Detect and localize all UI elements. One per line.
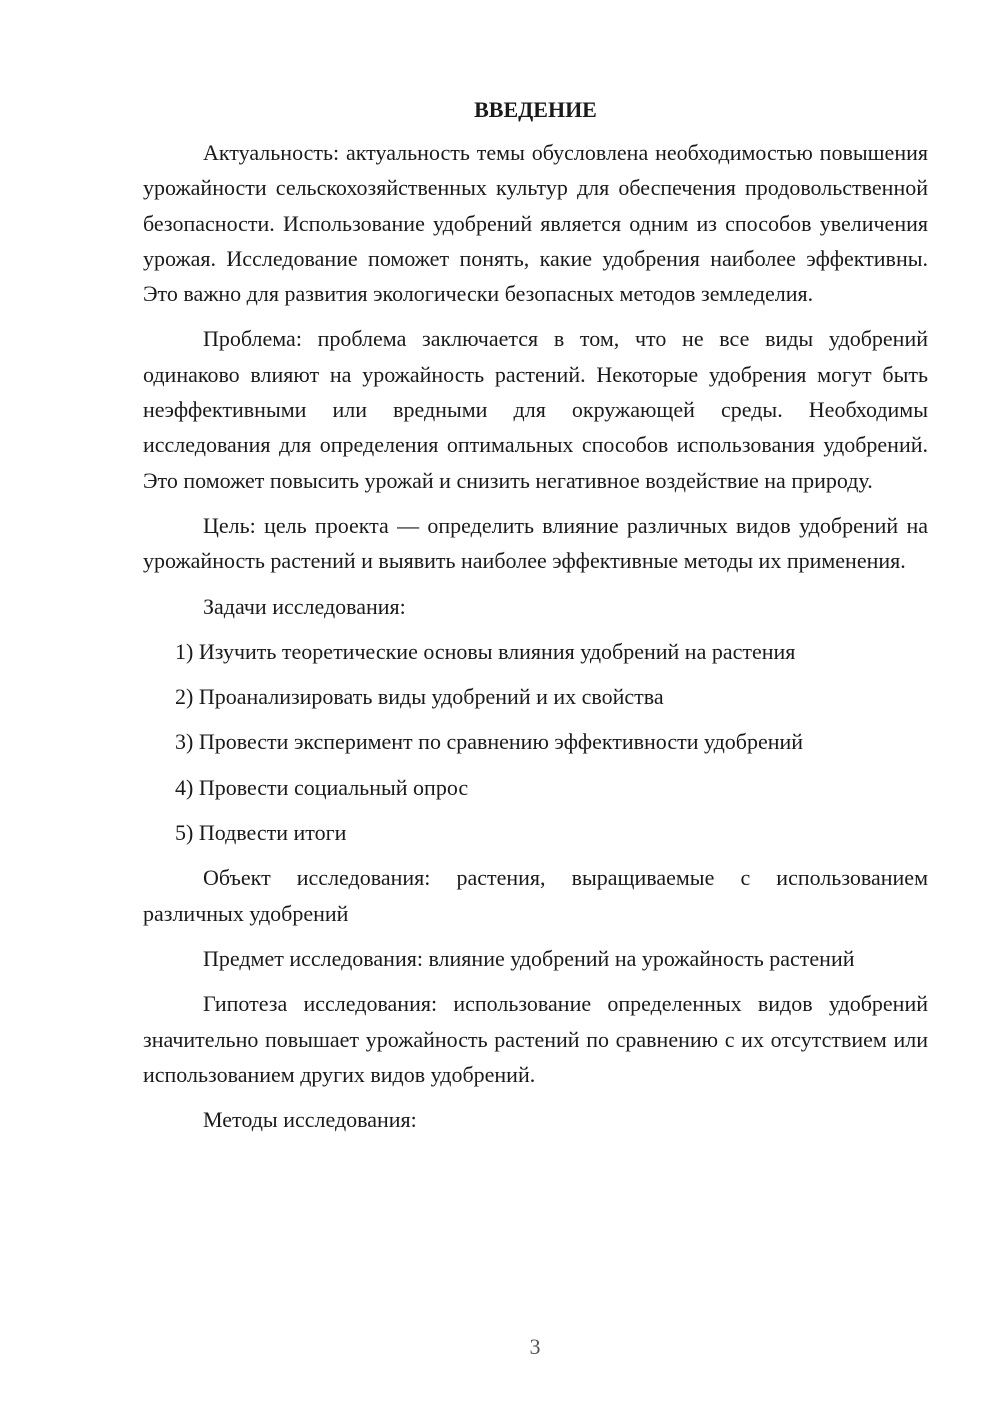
tasks-list [143,634,928,850]
paragraph-problem: Проблема: проблема заключается в том, что не все виды удобрений одинаково влияют на урожайность растений. Некоторые удобрения могут быть неэффективными или вредными для окружающей среды. Необходимы исследования для определения оптимальных способов использования удобрений. Это поможет повысить урожай и снизить негативное воздействие на природу. [143,326,928,493]
list-item: 5) Подвести итоги [175,820,347,846]
list-item: 3) Провести эксперимент по сравнению эффективности удобрений [175,729,804,755]
paragraph-object: Объект исследования: растения, выращиваемые с использованием различных удобрений [143,865,928,926]
page-content [143,92,928,1147]
paragraph-subject: Предмет исследования: влияние удобрений на урожайность растений [203,945,855,971]
list-item: 4) Провести социальный опрос [175,774,469,800]
paragraph-methods-heading: Методы исследования: [203,1107,417,1133]
paragraph-hypothesis: Гипотеза исследования: использование определенных видов удобрений значительно повышает урожайность растений по сравнению с их отсутствием или использованием других видов удобрений. [143,991,928,1087]
list-item: 2) Проанализировать виды удобрений и их свойства [175,684,664,710]
page-title: ВВЕДЕНИЕ [474,97,597,122]
list-item: 1) Изучить теоретические основы влияния удобрений на растения [175,638,796,664]
page-number: 3 [529,1334,541,1359]
paragraph-tasks-heading: Задачи исследования: [203,593,406,619]
paragraph-relevance: Актуальность: актуальность темы обусловлена необходимостью повышения урожайности сельскохозяйственных культур для обеспечения продовольственной безопасности. Использование удобрений является одним из способов увеличения урожая. Исследование поможет понять, какие удобрения наиболее эффективны. Это важно для развития экологически безопасных методов земледелия. [143,140,928,307]
paragraph-goal: Цель: цель проекта — определить влияние различных видов удобрений на урожайность растений и выявить наиболее эффективные методы их применения. [143,512,928,574]
